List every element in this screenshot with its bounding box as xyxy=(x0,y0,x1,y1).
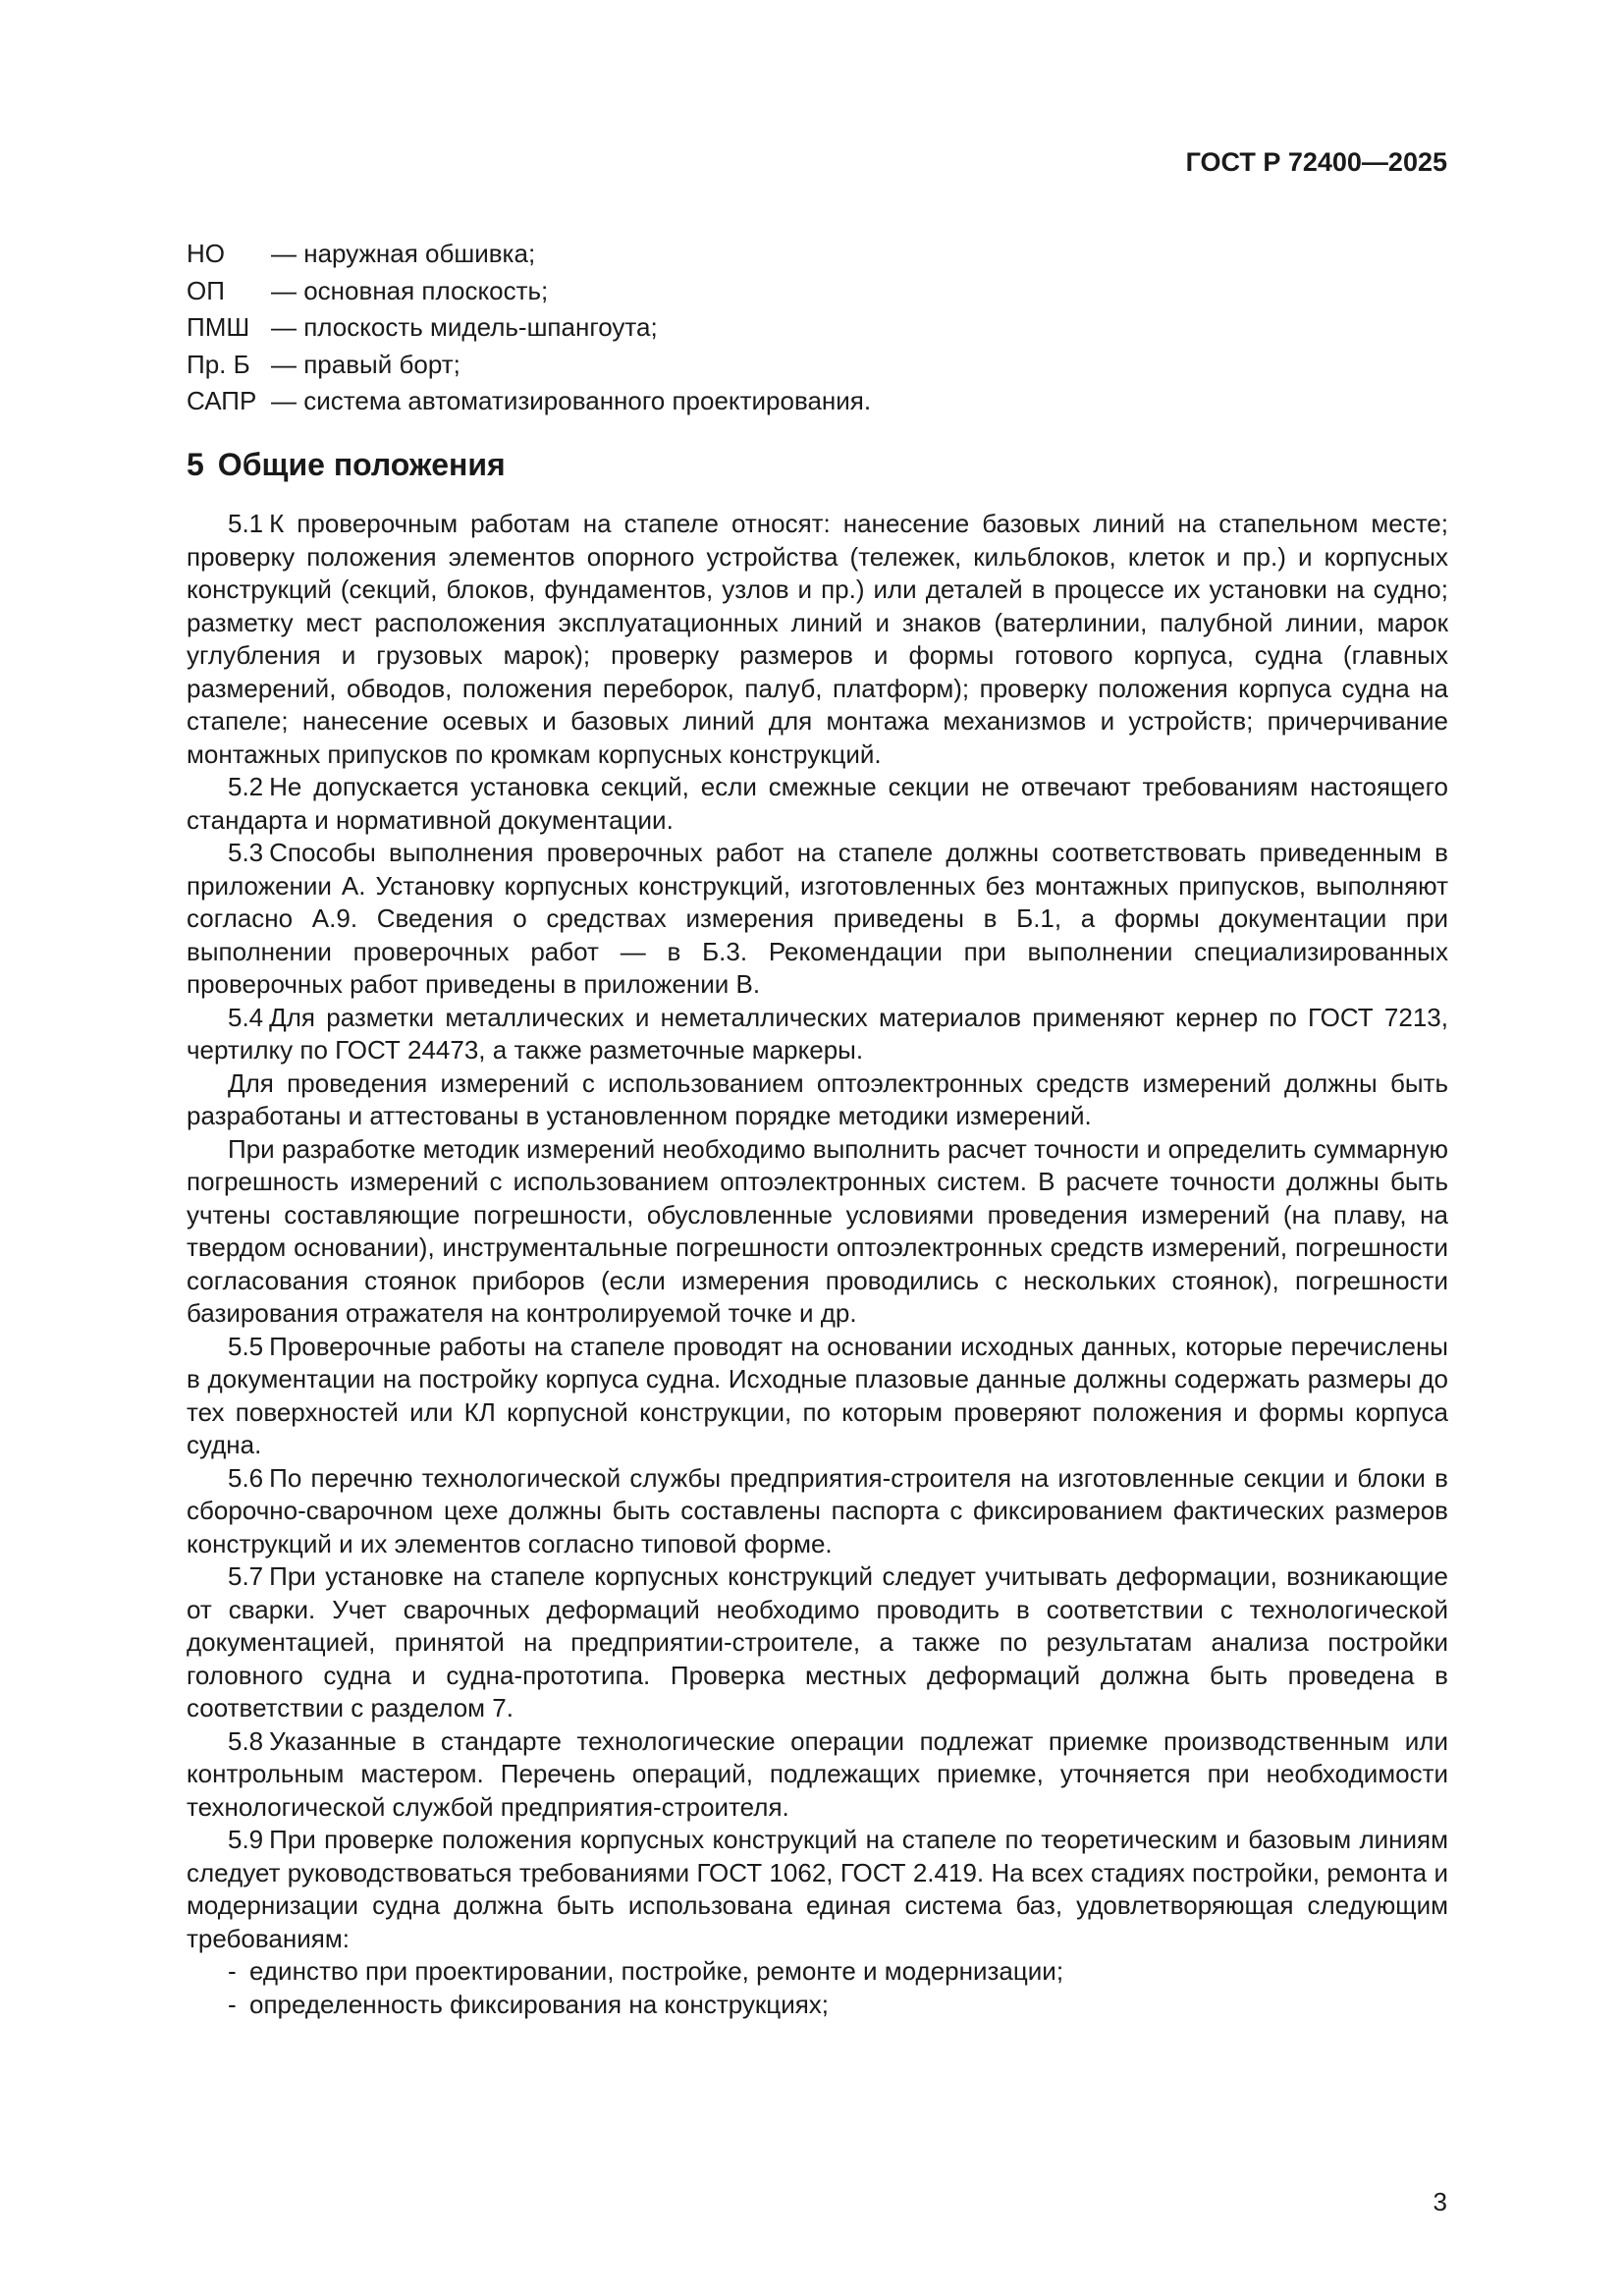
document-code: ГОСТ Р 72400—2025 xyxy=(1185,147,1447,177)
abbreviation-definition: — плоскость мидель-шпангоута; xyxy=(271,312,658,342)
paragraph-5-4 xyxy=(187,1002,1448,1067)
abbreviation-term: САПР xyxy=(187,386,257,415)
list-marker: - xyxy=(228,1956,237,1986)
abbreviation-term: ОП xyxy=(187,275,225,305)
section-heading xyxy=(187,447,506,483)
abbreviation-definition: — правый борт; xyxy=(271,349,460,379)
paragraph-5-4-methods xyxy=(187,1067,1448,1133)
paragraph-text: По перечню технологической службы предприятия-строителя на изготовленные секции и блоки в сборочно-сварочном цехе должны быть составлены паспорта с фиксированием фактических размеров конструкций и их элементов согласно типовой форме. xyxy=(187,1462,1448,1558)
section-title: Общие положения xyxy=(217,447,506,482)
abbreviation-term: НО xyxy=(187,239,225,268)
paragraph-number: 5.1 xyxy=(228,509,264,538)
section-number: 5 xyxy=(187,447,204,482)
paragraph-text: Не допускается установка секций, если смежные секции не отвечают требованиям настоящего стандарта и нормативной документации. xyxy=(187,772,1448,835)
list-item xyxy=(228,1989,1448,2022)
paragraph-number: 5.3 xyxy=(228,838,264,867)
paragraph-number: 5.5 xyxy=(228,1331,264,1361)
list-marker: - xyxy=(228,1989,237,2019)
abbreviation-row xyxy=(187,347,871,384)
paragraph-text: Для проведения измерений с использованием оптоэлектронных средств измерений должны быть разработаны и аттестованы в установленном порядке методики измерений. xyxy=(187,1067,1448,1130)
abbreviation-definition: — основная плоскость; xyxy=(271,275,549,305)
abbreviation-term: Пр. Б xyxy=(187,349,250,379)
paragraph-5-1 xyxy=(187,508,1448,771)
paragraph-text: К проверочным работам на стапеле относят: нанесение базовых линий на стапельном месте; проверку положения элементов опорного устройства (тележек, кильблоков, клеток и пр.) и корпусных конструкций (секций, блоков, фундаментов, узлов и пр.) или деталей в процессе их установки на судно; разметку мест расположения эксплуатационных линий и знаков (ватерлинии, палубной линии, марок углубления и грузовых марок); проверку размеров и формы готового корпуса, судна (главных размерений, обводов, положения переборок, палуб, платформ); проверку положения корпуса судна на стапеле; нанесение осевых и базовых линий для монтажа механизмов и устройств; причерчивание монтажных припусков по кромкам корпусных конструкций. xyxy=(187,509,1448,769)
paragraph-5-9 xyxy=(187,1824,1448,1955)
paragraph-text: Способы выполнения проверочных работ на стапеле должны соответствовать приведенным в приложении А. Установку корпусных конструкций, изготовленных без монтажных припусков, выполняют согласно А.9. Сведения о средствах измерения приведены в Б.1, а формы документации при выполнении проверочных работ — в Б.3. Рекомендации при выполнении специализированных проверочных работ приведены в приложении В. xyxy=(187,838,1448,999)
paragraph-text: При разработке методик измерений необходимо выполнить расчет точности и определить суммарную погрешность измерений с использованием оптоэлектронных систем. В расчете точности должны быть учтены составляющие погрешности, обусловленные условиями проведения измерений (на плаву, на твердом основании), инструментальные погрешности оптоэлектронных средств измерений, погрешности согласования стоянок приборов (если измерения проводились с нескольких стоянок), погрешности базирования отражателя на контролируемой точке и др. xyxy=(187,1133,1448,1328)
paragraph-5-2 xyxy=(187,771,1448,837)
list-item xyxy=(228,1955,1448,1989)
paragraph-5-4-accuracy xyxy=(187,1133,1448,1331)
paragraph-5-6 xyxy=(187,1462,1448,1561)
list-item-text: определенность фиксирования на конструкциях; xyxy=(249,1989,830,2019)
abbreviation-row xyxy=(187,309,871,347)
paragraph-text: При установке на стапеле корпусных конструкций следует учитывать деформации, возникающие от сварки. Учет сварочных деформаций необходимо проводить в соответствии с технологической документацией, принятой на предприятии-строителе, а также по результатам анализа постройки головного судна и судна-прототипа. Проверка местных деформаций должна быть проведена в соответствии с разделом 7. xyxy=(187,1561,1448,1722)
paragraph-5-8 xyxy=(187,1725,1448,1825)
paragraph-number: 5.6 xyxy=(228,1462,264,1493)
abbreviation-definition: — наружная обшивка; xyxy=(271,239,536,268)
paragraph-5-7 xyxy=(187,1560,1448,1725)
paragraph-number: 5.8 xyxy=(228,1725,264,1756)
abbreviation-row xyxy=(187,273,871,310)
paragraph-number: 5.2 xyxy=(228,772,264,801)
abbreviation-row xyxy=(187,383,871,420)
abbreviation-list xyxy=(187,236,871,420)
paragraph-number: 5.9 xyxy=(228,1825,264,1854)
abbreviation-definition: — система автоматизированного проектирования. xyxy=(271,386,872,415)
paragraph-text: Указанные в стандарте технологические операции подлежат приемке производственным или контрольным мастером. Перечень операций, подлежащих приемке, уточняется при необходимости технологической службой предприятия-строителя. xyxy=(187,1725,1448,1822)
paragraph-text: Проверочные работы на стапеле проводят на основании исходных данных, которые перечислены в документации на постройку корпуса судна. Исходные плазовые данные должны содержать размеры до тех поверхностей или КЛ корпусной конструкции, по которым проверяют положения и формы корпуса судна. xyxy=(187,1331,1448,1459)
abbreviation-row xyxy=(187,236,871,273)
abbreviation-term: ПМШ xyxy=(187,312,250,342)
section-body xyxy=(187,508,1448,2021)
paragraph-5-5 xyxy=(187,1331,1448,1462)
paragraph-text: При проверке положения корпусных конструкций на стапеле по теоретическим и базовым линиям следует руководствоваться требованиями ГОСТ 1062, ГОСТ 2.419. На всех стадиях постройки, ремонта и модернизации судна должна быть использована единая система баз, удовлетворяющая следующим требованиям: xyxy=(187,1825,1448,1953)
paragraph-number: 5.4 xyxy=(228,1002,264,1032)
paragraph-text: Для разметки металлических и неметаллических материалов применяют кернер по ГОСТ 7213, чертилку по ГОСТ 24473, а также разметочные маркеры. xyxy=(187,1002,1448,1065)
paragraph-5-3 xyxy=(187,837,1448,1002)
list-item-text: единство при проектировании, постройке, ремонте и модернизации; xyxy=(249,1956,1064,1986)
page-number: 3 xyxy=(1433,2187,1447,2216)
paragraph-number: 5.7 xyxy=(228,1561,264,1591)
